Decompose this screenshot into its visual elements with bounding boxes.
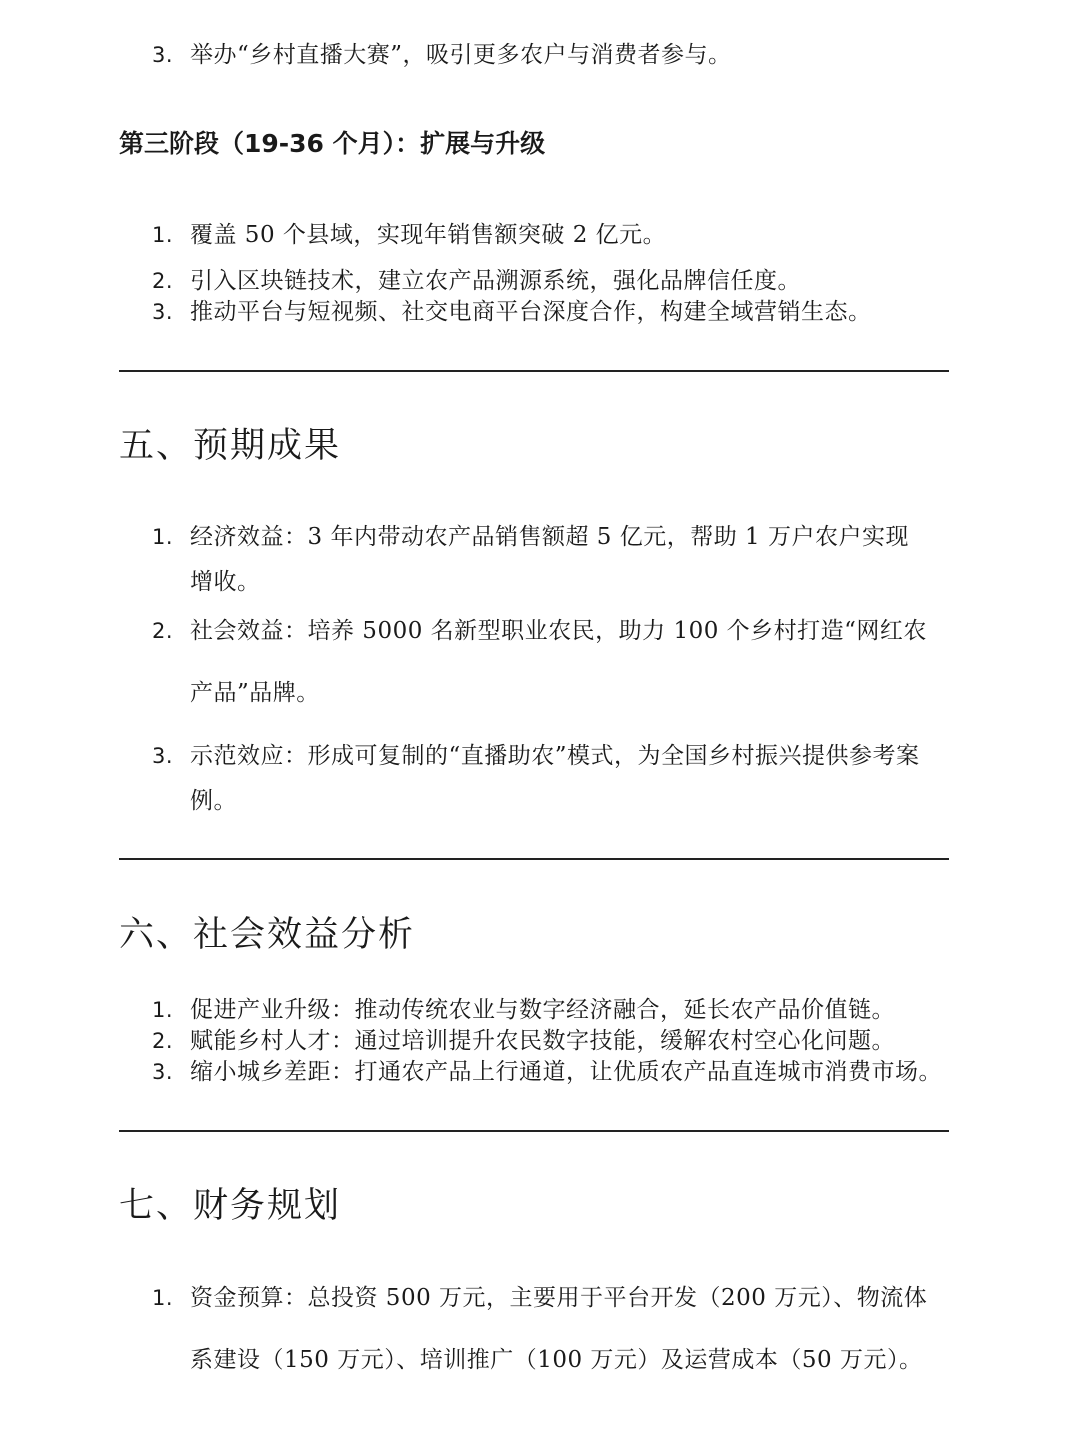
section-heading: 五、预期成果	[119, 426, 342, 466]
list-text-continuation: 增收。	[190, 569, 261, 595]
list-number: 2.	[152, 619, 174, 643]
list-text: 赋能乡村人才：通过培训提升农民数字技能，缓解农村空心化问题。	[190, 1028, 895, 1054]
list-number: 1.	[152, 1286, 174, 1310]
list-text: 社会效益：培养 5000 名新型职业农民，助力 100 个乡村打造“网红农	[190, 618, 927, 644]
phase-title: 第三阶段（19-36 个月）：扩展与升级	[119, 129, 546, 158]
section-divider	[119, 1130, 949, 1132]
list-text-continuation: 系建设（150 万元）、培训推广（100 万元）及运营成本（50 万元）。	[190, 1347, 923, 1373]
list-text: 举办“乡村直播大赛”，吸引更多农户与消费者参与。	[190, 42, 732, 68]
list-text: 资金预算：总投资 500 万元，主要用于平台开发（200 万元）、物流体	[190, 1285, 928, 1311]
list-text-continuation: 产品”品牌。	[190, 680, 320, 706]
list-number: 2.	[152, 269, 174, 293]
list-number: 3.	[152, 300, 174, 324]
list-item	[152, 995, 895, 1025]
list-text: 促进产业升级：推动传统农业与数字经济融合，延长农产品价值链。	[190, 997, 895, 1023]
list-text: 覆盖 50 个县域，实现年销售额突破 2 亿元。	[190, 222, 667, 248]
list-item	[152, 1026, 895, 1056]
section-divider	[119, 858, 949, 860]
list-item	[152, 616, 927, 646]
list-item	[152, 741, 920, 771]
list-text: 推动平台与短视频、社交电商平台深度合作，构建全域营销生态。	[190, 299, 872, 325]
list-text: 缩小城乡差距：打通农产品上行通道，让优质农产品直连城市消费市场。	[190, 1059, 942, 1085]
list-number: 3.	[152, 744, 174, 768]
list-number: 1.	[152, 525, 174, 549]
list-item	[152, 1283, 927, 1313]
list-item	[152, 297, 872, 327]
list-number: 1.	[152, 998, 174, 1022]
list-number: 3.	[152, 1060, 174, 1084]
section-heading: 七、财务规划	[119, 1186, 342, 1226]
list-text: 引入区块链技术，建立农产品溯源系统，强化品牌信任度。	[190, 268, 801, 294]
list-item	[152, 522, 909, 552]
list-number: 1.	[152, 223, 174, 247]
list-text-continuation: 例。	[190, 788, 237, 814]
list-number: 3.	[152, 43, 174, 67]
list-number: 2.	[152, 1029, 174, 1053]
list-text: 示范效应：形成可复制的“直播助农”模式，为全国乡村振兴提供参考案	[190, 743, 920, 769]
list-item	[152, 40, 732, 70]
section-divider	[119, 370, 949, 372]
list-item	[152, 266, 801, 296]
section-heading: 六、社会效益分析	[119, 915, 416, 955]
list-item	[152, 220, 666, 250]
list-item	[152, 1057, 942, 1087]
list-text: 经济效益：3 年内带动农产品销售额超 5 亿元，帮助 1 万户农户实现	[190, 524, 909, 550]
